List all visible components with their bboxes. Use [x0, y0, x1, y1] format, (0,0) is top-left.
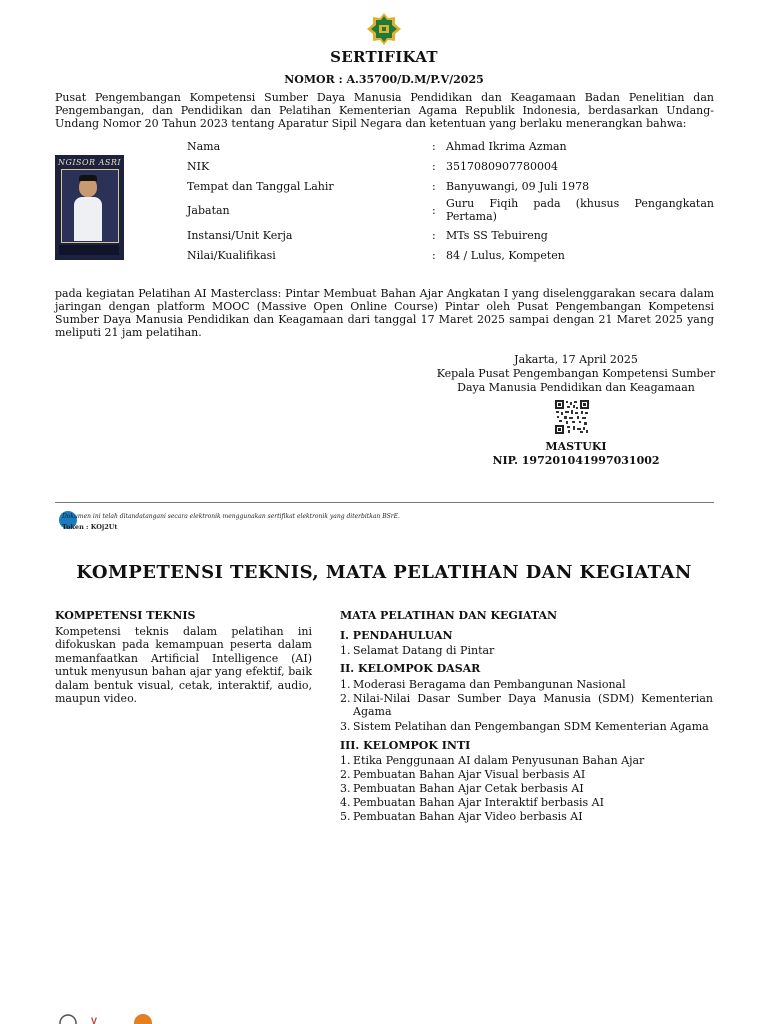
kompetensi-heading: KOMPETENSI TEKNIS	[55, 609, 196, 622]
value-jabatan: Guru Fiqih pada (khusus Pengangkatan Pertama)	[446, 197, 714, 223]
qr-code	[555, 400, 589, 434]
value-instansi: MTs SS Tebuireng	[446, 229, 548, 242]
value-nilai: 84 / Lulus, Kompeten	[446, 249, 565, 262]
token-text: Token : KOj2Ut	[62, 523, 118, 531]
photo-caption: NGISOR ASRI	[57, 158, 122, 167]
svg-text:V: V	[91, 1016, 98, 1024]
certificate-title: SERTIFIKAT	[330, 48, 438, 66]
label-nama: Nama	[187, 140, 221, 153]
label-instansi: Instansi/Unit Kerja	[187, 229, 293, 242]
colon: :	[432, 160, 436, 173]
footer-logos	[58, 1012, 158, 1024]
signatory-name: MASTUKI	[545, 440, 607, 453]
divider	[55, 502, 714, 503]
page2-title: KOMPETENSI TEKNIS, MATA PELATIHAN DAN KEGIATAN	[76, 562, 692, 583]
colon: :	[432, 140, 436, 153]
value-ttl: Banyuwangi, 09 Juli 1978	[446, 180, 590, 193]
label-jabatan: Jabatan	[187, 204, 230, 217]
section-pendahuluan: I. PENDAHULUAN	[340, 629, 453, 642]
kemenag-logo	[365, 12, 403, 46]
label-nik: NIK	[187, 160, 210, 173]
mata-pelatihan-heading: MATA PELATIHAN DAN KEGIATAN	[340, 609, 558, 622]
esign-note: Dokumen ini telah ditandatangani secara elektronik menggunakan sertifikat elektronik yang diterbitkan BSrE.	[62, 513, 400, 520]
colon: :	[432, 249, 436, 262]
section-kelompok-inti: III. KELOMPOK INTI	[340, 739, 471, 752]
label-ttl: Tempat dan Tanggal Lahir	[187, 180, 334, 193]
label-nilai: Nilai/Kualifikasi	[187, 249, 276, 262]
colon: :	[432, 229, 436, 242]
colon: :	[432, 180, 436, 193]
signatory-nip: NIP. 197201041997031002	[492, 454, 660, 467]
colon: :	[432, 204, 436, 217]
value-nik: 3517080907780004	[446, 160, 558, 173]
section-kelompok-dasar: II. KELOMPOK DASAR	[340, 662, 481, 675]
signature-position-line2: Daya Manusia Pendidikan dan Keagamaan	[457, 381, 695, 394]
certificate-number: NOMOR : A.35700/D.M/P.V/2025	[284, 73, 484, 86]
signature-position-line1: Kepala Pusat Pengembangan Kompetensi Sumber	[436, 367, 716, 380]
description-paragraph: pada kegiatan Pelatihan AI Masterclass: Pintar Membuat Bahan Ajar Angkatan I yang diselenggarakan secara dalam jaringan dengan platform MOOC (Massive Open Online Course) Pintar oleh Pusat Pengembangan Kompetensi Sumber Daya Manusia Pendidikan dan Keagamaan dari tanggal 17 Maret 2025 sampai dengan 21 Maret 2025 yang meliputi 21 jam pelatihan.	[55, 287, 714, 339]
intro-paragraph: Pusat Pengembangan Kompetensi Sumber Daya Manusia Pendidikan dan Keagamaan Badan Penelitian dan Pengembangan, dan Pendidikan dan Pelatihan Kementerian Agama Republik Indonesia, berdasarkan Undang-Undang Nomor 20 Tahun 2023 tentang Aparatur Sipil Negara dan ketentuan yang berlaku menerangkan bahwa:	[55, 91, 714, 130]
participant-photo	[55, 155, 124, 260]
signature-place-date: Jakarta, 17 April 2025	[514, 353, 638, 366]
kompetensi-text: Kompetensi teknis dalam pelatihan ini difokuskan pada kemampuan peserta dalam memanfaatkan Artificial Intelligence (AI) untuk menyusun bahan ajar yang efektif, baik dalam bentuk visual, cetak, interaktif, audio, maupun video.	[55, 625, 312, 706]
value-nama: Ahmad Ikrima Azman	[446, 140, 567, 153]
